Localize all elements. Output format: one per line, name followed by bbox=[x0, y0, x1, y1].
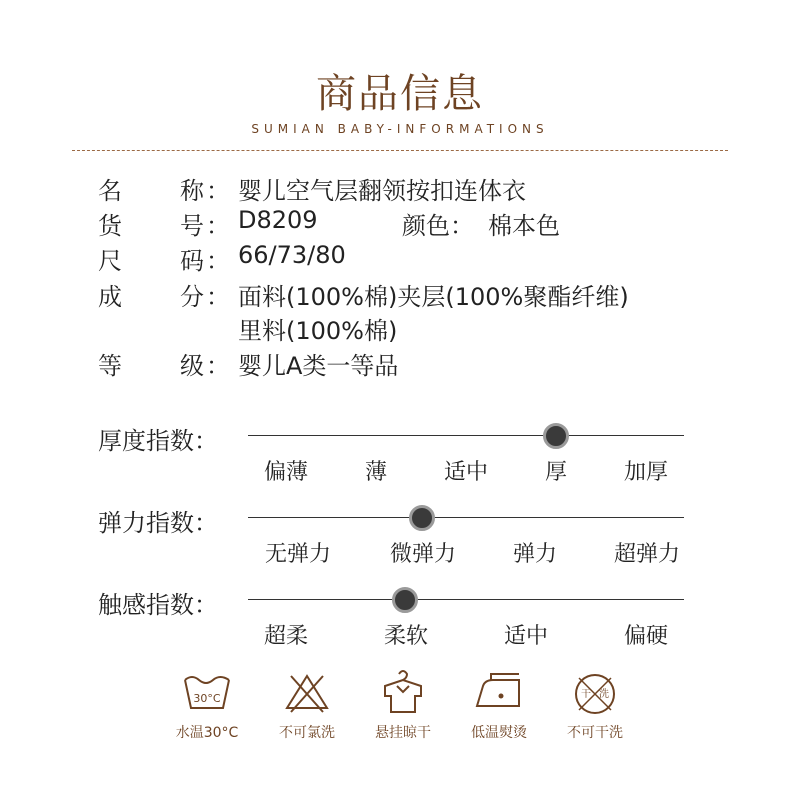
thickness-tick: 厚 bbox=[544, 460, 568, 485]
spec-label-char: 等 bbox=[98, 352, 122, 380]
spec-colon: ： bbox=[206, 247, 230, 275]
dry-clean-badge-left: 干 bbox=[581, 689, 591, 700]
low-iron-icon bbox=[471, 668, 527, 716]
page-title: 商品信息 bbox=[316, 71, 484, 117]
wash-temp-badge: 30°C bbox=[193, 692, 221, 705]
thickness-tick: 适中 bbox=[443, 460, 489, 485]
care-label-low-iron: 低温熨烫 bbox=[471, 725, 527, 741]
touch-meter-indicator bbox=[392, 587, 418, 613]
spec-label-char: 尺 bbox=[98, 247, 122, 275]
spec-label-char: 称 bbox=[180, 177, 204, 205]
touch-meter-title: 触感指数： bbox=[98, 591, 218, 619]
care-label-wash: 水温30°C bbox=[175, 725, 239, 741]
spec-label-char: 码 bbox=[180, 247, 204, 275]
spec-label-char: 名 bbox=[98, 177, 122, 205]
care-no-bleach bbox=[262, 668, 352, 742]
no-dry-clean-icon bbox=[567, 668, 623, 716]
spec-value-material: 面料(100%棉)夹层(100%聚酯纤维) bbox=[238, 283, 629, 311]
spec-row-material-2 bbox=[238, 311, 397, 346]
elasticity-tick: 弹力 bbox=[512, 542, 558, 567]
touch-meter-line bbox=[248, 599, 684, 600]
elasticity-tick: 无弹力 bbox=[264, 542, 332, 567]
spec-label-char: 成 bbox=[98, 283, 122, 311]
spec-value-size: 66/73/80 bbox=[238, 241, 346, 269]
thickness-tick: 偏薄 bbox=[263, 460, 309, 485]
spec-colon: ： bbox=[206, 212, 230, 240]
thickness-tick: 加厚 bbox=[623, 460, 669, 485]
spec-label-char: 分 bbox=[180, 283, 204, 311]
care-low-iron bbox=[454, 668, 544, 742]
spec-value-name: 婴儿空气层翻领按扣连体衣 bbox=[238, 177, 526, 205]
spec-value-material-lining: 里料(100%棉) bbox=[238, 317, 398, 345]
elasticity-meter-line bbox=[248, 517, 684, 518]
spec-value-grade: 婴儿A类一等品 bbox=[238, 352, 399, 380]
wash-30-icon bbox=[179, 668, 235, 716]
dashed-divider bbox=[72, 150, 728, 151]
touch-tick: 适中 bbox=[503, 624, 549, 649]
thickness-meter-line bbox=[248, 435, 684, 436]
spec-colon: ： bbox=[206, 177, 230, 205]
care-wash bbox=[162, 668, 252, 742]
spec-colon: ： bbox=[206, 352, 230, 380]
care-no-dry-clean bbox=[550, 668, 640, 742]
page-subtitle: SUMIAN BABY-INFORMATIONS bbox=[251, 122, 549, 136]
spec-label-color: 颜色： bbox=[402, 212, 474, 240]
care-label-no-dry-clean: 不可干洗 bbox=[567, 725, 623, 741]
touch-tick: 超柔 bbox=[263, 624, 309, 649]
care-label-no-bleach: 不可氯洗 bbox=[279, 725, 335, 741]
spec-colon: ： bbox=[206, 283, 230, 311]
thickness-meter-indicator bbox=[543, 423, 569, 449]
spec-label-char: 货 bbox=[98, 212, 122, 240]
elasticity-tick: 超弹力 bbox=[613, 542, 681, 567]
elasticity-meter-title: 弹力指数： bbox=[98, 509, 218, 537]
no-bleach-icon bbox=[279, 668, 335, 716]
spec-label-char: 级 bbox=[180, 352, 204, 380]
elasticity-tick: 微弹力 bbox=[389, 542, 457, 567]
elasticity-meter-indicator bbox=[409, 505, 435, 531]
touch-tick: 偏硬 bbox=[623, 624, 669, 649]
dry-clean-badge-right: 洗 bbox=[599, 689, 609, 700]
spec-label-char: 号 bbox=[180, 212, 204, 240]
spec-value-color: 棉本色 bbox=[488, 212, 560, 240]
thickness-meter-title: 厚度指数： bbox=[98, 427, 218, 455]
care-hang-dry bbox=[358, 668, 448, 742]
spec-value-item-no: D8209 bbox=[238, 206, 318, 234]
thickness-tick: 薄 bbox=[364, 460, 388, 485]
care-label-hang-dry: 悬挂晾干 bbox=[375, 725, 431, 741]
touch-tick: 柔软 bbox=[383, 624, 429, 649]
hang-dry-icon bbox=[375, 668, 431, 716]
